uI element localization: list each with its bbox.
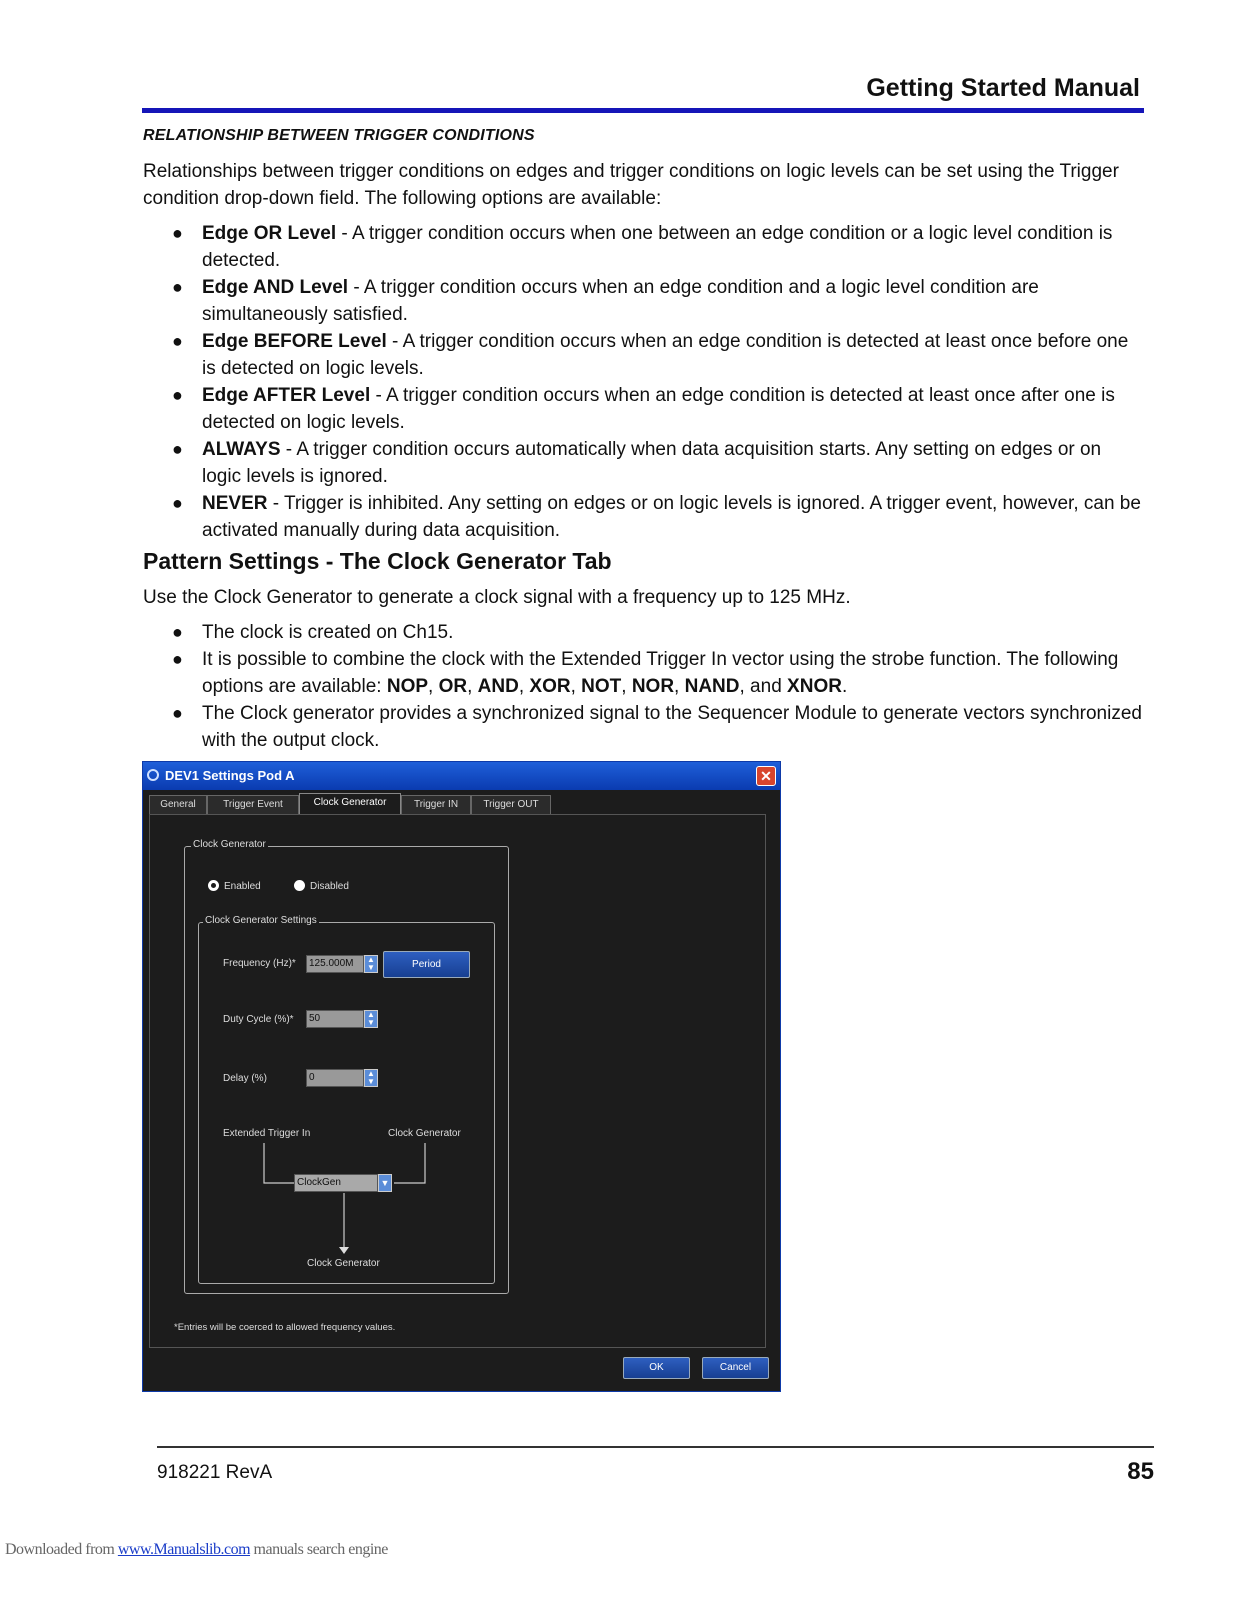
footer-rule [157,1446,1154,1448]
app-icon [147,769,159,781]
ok-button[interactable]: OK [623,1357,690,1379]
section-heading: RELATIONSHIP BETWEEN TRIGGER CONDITIONS [143,127,535,144]
list-item: ● Edge AFTER Level - A trigger condition occurs when an edge condition is detected at least once after one is detected on logic levels. [172,385,1115,433]
section-title: Pattern Settings - The Clock Generator Tab [143,548,612,574]
enabled-radio[interactable] [208,880,219,891]
settings-group-title: Clock Generator Settings [205,915,317,926]
delay-input[interactable]: 0 [306,1069,364,1087]
frequency-label: Frequency (Hz)* [223,958,296,969]
tab-general[interactable]: General [149,795,207,814]
clock-generator-output-label: Clock Generator [307,1258,380,1269]
strobe-diagram-lines [199,923,496,1285]
chevron-down-icon[interactable]: ▼ [378,1174,392,1192]
list-item: ● Edge BEFORE Level - A trigger condition occurs when an edge condition is detected at least once before one is detected on logic levels. [172,331,1129,379]
disabled-radio[interactable] [294,880,305,891]
coercion-note: *Entries will be coerced to allowed frequency values. [174,1322,396,1333]
strobe-select[interactable]: ClockGen [294,1174,378,1192]
trigger-conditions-list [172,220,1142,544]
download-credit: Downloaded from www.Manualslib.com manuals search engine [5,1541,388,1558]
clock-generator-list [172,619,1142,754]
duty-cycle-input[interactable]: 50 [306,1010,364,1028]
section-intro: Relationships between trigger conditions on edges and trigger conditions on logic levels can be set using the Trigger condition drop-down field. The following options are available: [143,161,1119,209]
period-button[interactable]: Period [383,951,470,978]
section-intro-2: Use the Clock Generator to generate a clock signal with a frequency up to 125 MHz. [143,587,851,608]
manualslib-link[interactable]: www.Manualslib.com [117,1541,251,1558]
tab-trigger-event[interactable]: Trigger Event [207,795,299,814]
list-item: ● The clock is created on Ch15. [172,622,454,643]
enabled-label: Enabled [224,881,261,892]
page-number: 85 [1127,1458,1154,1485]
list-item: ● It is possible to combine the clock with the Extended Trigger In vector using the strobe function. The following options are available: NOP, OR, AND, XOR, NOT, NOR, NAND, and XNOR. [172,649,1119,697]
list-item: ● NEVER - Trigger is inhibited. Any setting on edges or on logic levels is ignored. A trigger event, however, can be activated manually during data acquisition. [172,493,1141,541]
extended-trigger-in-label: Extended Trigger In [223,1128,311,1139]
settings-dialog [142,761,781,1392]
frequency-spinner[interactable]: ▲ ▼ [364,955,378,973]
disabled-label: Disabled [310,881,349,892]
dialog-title: DEV1 Settings Pod A [165,768,295,783]
delay-label: Delay (%) [223,1073,267,1084]
delay-spinner[interactable]: ▲ ▼ [364,1069,378,1087]
duty-cycle-spinner[interactable]: ▲ ▼ [364,1010,378,1028]
header-rule [142,108,1144,113]
list-item: ● Edge OR Level - A trigger condition occurs when one between an edge condition or a logic level condition is detected. [172,223,1113,271]
dialog-titlebar [143,762,780,790]
group-title: Clock Generator [193,839,266,850]
tab-clock-generator[interactable]: Clock Generator [299,793,401,815]
duty-cycle-label: Duty Cycle (%)* [223,1014,294,1025]
list-item: ● ALWAYS - A trigger condition occurs automatically when data acquisition starts. Any setting on edges or on logic levels is ignored. [172,439,1102,487]
frequency-input[interactable]: 125.000M [306,955,364,973]
list-item: ● Edge AND Level - A trigger condition occurs when an edge condition and a logic level condition are simultaneously satisfied. [172,277,1039,325]
clock-generator-group [184,839,509,1294]
close-button[interactable]: ✕ [756,766,776,786]
cancel-button[interactable]: Cancel [702,1357,769,1379]
settings-group [198,915,495,1284]
document-id: 918221 RevA [157,1462,273,1483]
tab-trigger-in[interactable]: Trigger IN [401,795,471,814]
tab-panel [149,814,766,1348]
page-header-title: Getting Started Manual [866,74,1140,102]
clock-generator-input-label: Clock Generator [388,1128,461,1139]
list-item: ● The Clock generator provides a synchronized signal to the Sequencer Module to generate vectors synchronized with the output clock. [172,703,1142,751]
tab-trigger-out[interactable]: Trigger OUT [471,795,551,814]
